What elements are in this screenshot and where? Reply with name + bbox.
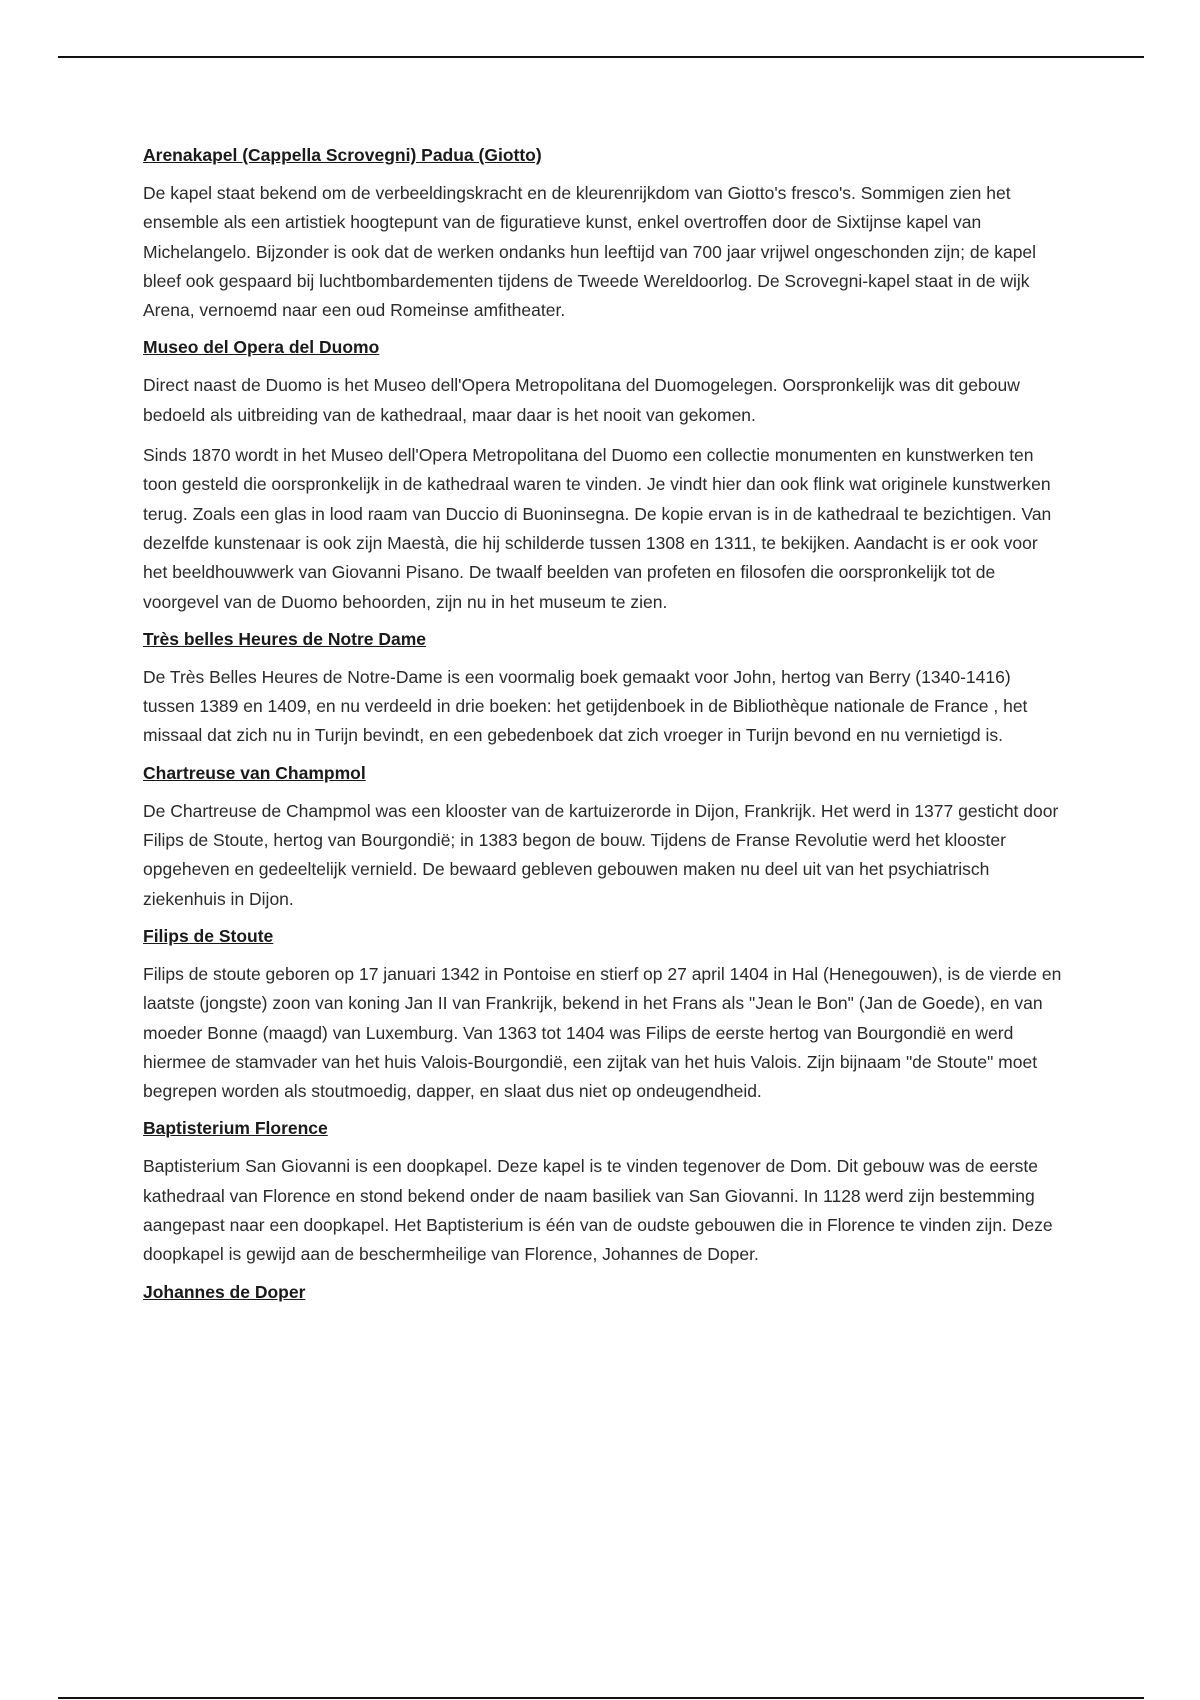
paragraph: Sinds 1870 wordt in het Museo dell'Opera Metropolitana del Duomo een collectie monumenten en kunstwerken ten toon gesteld die oorspronkelijk in de kathedraal waren te vinden. Je vindt hier dan ook flink wat originele kunstwerken terug. Zoals een glas in lood raam van Duccio di Buoninsegna. De kopie ervan is in de kathedraal te bezichtigen. Van dezelfde kunstenaar is ook zijn Maestà, die hij schilderde tussen 1308 en 1311, te bekijken. Aandacht is er ook voor het beeldhouwwerk van Giovanni Pisano. De twaalf beelden van profeten en filosofen die oorspronkelijk tot de voorgevel van de Duomo behoorden, zijn nu in het museum te zien.: [143, 445, 1052, 612]
paragraph: De Très Belles Heures de Notre-Dame is een voormalig boek gemaakt voor John, hertog van Berry (1340-1416) tussen 1389 en 1409, en nu verdeeld in drie boeken: het getijdenboek in de Bibliothèque nationale de France , het missaal dat zich nu in Turijn bevindt, en een gebedenboek dat zich vroeger in Turijn bevond en nu vernietigd is.: [143, 666, 1028, 746]
section-title: Chartreuse van Champmol: [143, 762, 366, 783]
header-rule: [58, 56, 1144, 58]
section-arenakapel: [143, 144, 1063, 325]
footer-rule: [58, 1697, 1144, 1699]
paragraph: Filips de stoute geboren op 17 januari 1342 in Pontoise en stierf op 27 april 1404 in Hal (Henegouwen), is de vierde en laatste (jongste) zoon van koning Jan II van Frankrijk, bekend in het Frans als "Jean le Bon" (Jan de Goede), en van moeder Bonne (maagd) van Luxemburg. Van 1363 tot 1404 was Filips de eerste hertog van Bourgondië en werd hiermee de stamvader van het huis Valois-Bourgondië, een zijtak van het huis Valois. Zijn bijnaam "de Stoute" moet begrepen worden als stoutmoedig, dapper, en slaat dus niet op ondeugendheid.: [143, 963, 1062, 1102]
section-johannes-de-doper: [143, 1281, 1063, 1303]
paragraph: Direct naast de Duomo is het Museo dell'Opera Metropolitana del Duomogelegen. Oorspronkelijk was dit gebouw bedoeld als uitbreiding van de kathedraal, maar daar is het nooit van gekomen.: [143, 375, 1020, 425]
section-tres-belles-heures: [143, 628, 1063, 751]
section-filips-de-stoute: [143, 925, 1063, 1106]
section-chartreuse-champmol: [143, 762, 1063, 914]
section-title: Baptisterium Florence: [143, 1118, 328, 1139]
section-title: Museo del Opera del Duomo: [143, 337, 380, 358]
paragraph: De Chartreuse de Champmol was een klooster van de kartuizerorde in Dijon, Frankrijk. Het werd in 1377 gesticht door Filips de Stoute, hertog van Bourgondië; in 1383 begon de bouw. Tijdens de Franse Revolutie werd het klooster opgeheven en gedeeltelijk vernield. De bewaard gebleven gebouwen maken nu deel uit van het psychiatrisch ziekenhuis in Dijon.: [143, 800, 1059, 909]
document-body: [143, 144, 1063, 1316]
section-title: Johannes de Doper: [143, 1281, 306, 1302]
section-title: Arenakapel (Cappella Scrovegni) Padua (Giotto): [143, 145, 542, 165]
section-title: Filips de Stoute: [143, 925, 274, 946]
section-museo-duomo: [143, 336, 1063, 616]
section-title: Très belles Heures de Notre Dame: [143, 628, 427, 649]
section-baptisterium-florence: [143, 1117, 1063, 1269]
paragraph: De kapel staat bekend om de verbeeldingskracht en de kleurenrijkdom van Giotto's fresco's. Sommigen zien het ensemble als een artistiek hoogtepunt van de figuratieve kunst, enkel overtroffen door de Sixtijnse kapel van Michelangelo. Bijzonder is ook dat de werken ondanks hun leeftijd van 700 jaar vrijwel ongeschonden zijn; de kapel bleef ook gespaard bij luchtbombardementen tijdens de Tweede Wereldoorlog. De Scrovegni-kapel staat in de wijk Arena, vernoemd naar een oud Romeinse amfitheater.: [143, 183, 1037, 321]
paragraph: Baptisterium San Giovanni is een doopkapel. Deze kapel is te vinden tegenover de Dom. Dit gebouw was de eerste kathedraal van Florence en stond bekend onder de naam basiliek van San Giovanni. In 1128 werd zijn bestemming aangepast naar een doopkapel. Het Baptisterium is één van de oudste gebouwen die in Florence te vinden zijn. Deze doopkapel is gewijd aan de beschermheilige van Florence, Johannes de Doper.: [143, 1156, 1053, 1265]
